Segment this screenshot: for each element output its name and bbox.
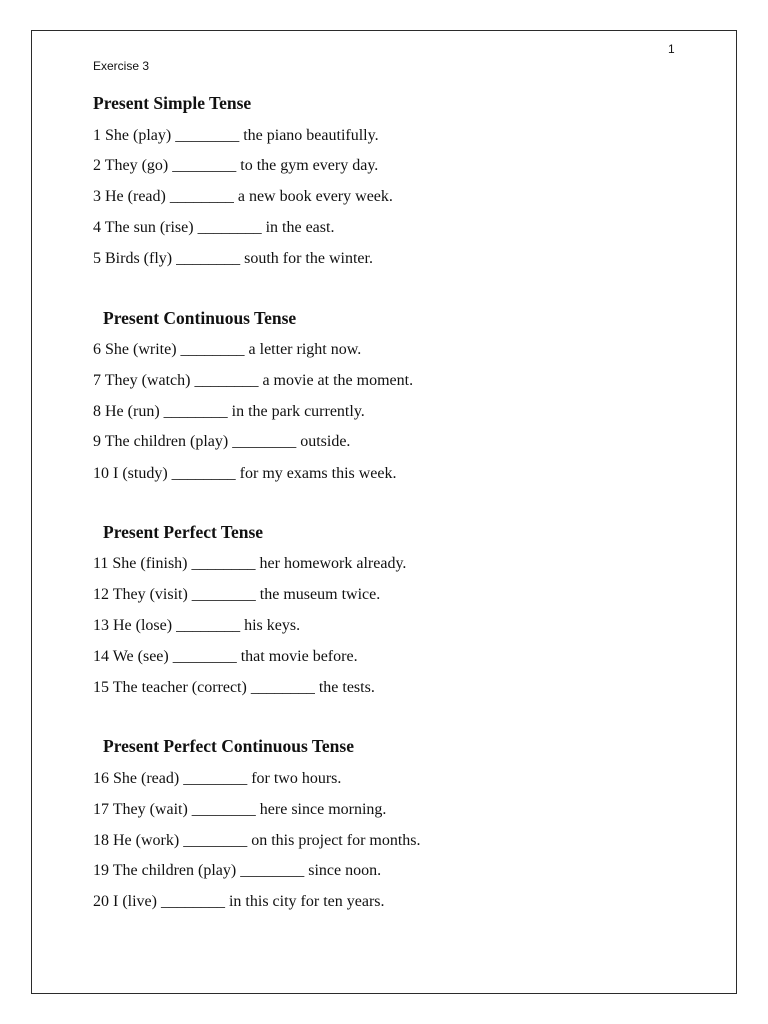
exercise-item: 14 We (see) ________ that movie before. bbox=[93, 648, 358, 665]
exercise-item: 19 The children (play) ________ since noon. bbox=[93, 862, 382, 879]
exercise-item: 11 She (finish) ________ her homework already. bbox=[93, 555, 407, 572]
section-heading-present-simple: Present Simple Tense bbox=[93, 93, 252, 113]
exercise-item: 6 She (write) ________ a letter right now. bbox=[93, 341, 362, 358]
section-heading-present-continuous: Present Continuous Tense bbox=[103, 308, 297, 328]
section-heading-present-perfect-continuous: Present Perfect Continuous Tense bbox=[103, 736, 354, 756]
page-number: 1 bbox=[668, 42, 675, 56]
exercise-item: 7 They (watch) ________ a movie at the moment. bbox=[93, 372, 414, 389]
exercise-item: 13 He (lose) ________ his keys. bbox=[93, 617, 301, 634]
exercise-item: 4 The sun (rise) ________ in the east. bbox=[93, 219, 335, 236]
exercise-item: 9 The children (play) ________ outside. bbox=[93, 433, 351, 450]
exercise-item: 15 The teacher (correct) ________ the tests. bbox=[93, 679, 375, 696]
exercise-item: 18 He (work) ________ on this project for months. bbox=[93, 832, 421, 849]
exercise-item: 2 They (go) ________ to the gym every day. bbox=[93, 157, 379, 174]
exercise-item: 8 He (run) ________ in the park currently. bbox=[93, 403, 365, 420]
exercise-item: 17 They (wait) ________ here since morning. bbox=[93, 801, 387, 818]
exercise-item: 3 He (read) ________ a new book every week. bbox=[93, 188, 393, 205]
exercise-item: 10 I (study) ________ for my exams this week. bbox=[93, 465, 397, 482]
exercise-item: 1 She (play) ________ the piano beautifully. bbox=[93, 127, 379, 144]
section-heading-present-perfect: Present Perfect Tense bbox=[103, 522, 264, 542]
exercise-item: 12 They (visit) ________ the museum twice. bbox=[93, 586, 381, 603]
exercise-label: Exercise 3 bbox=[93, 59, 150, 73]
exercise-item: 20 I (live) ________ in this city for ten years. bbox=[93, 893, 385, 910]
exercise-item: 5 Birds (fly) ________ south for the winter. bbox=[93, 250, 373, 267]
exercise-item: 16 She (read) ________ for two hours. bbox=[93, 770, 342, 787]
